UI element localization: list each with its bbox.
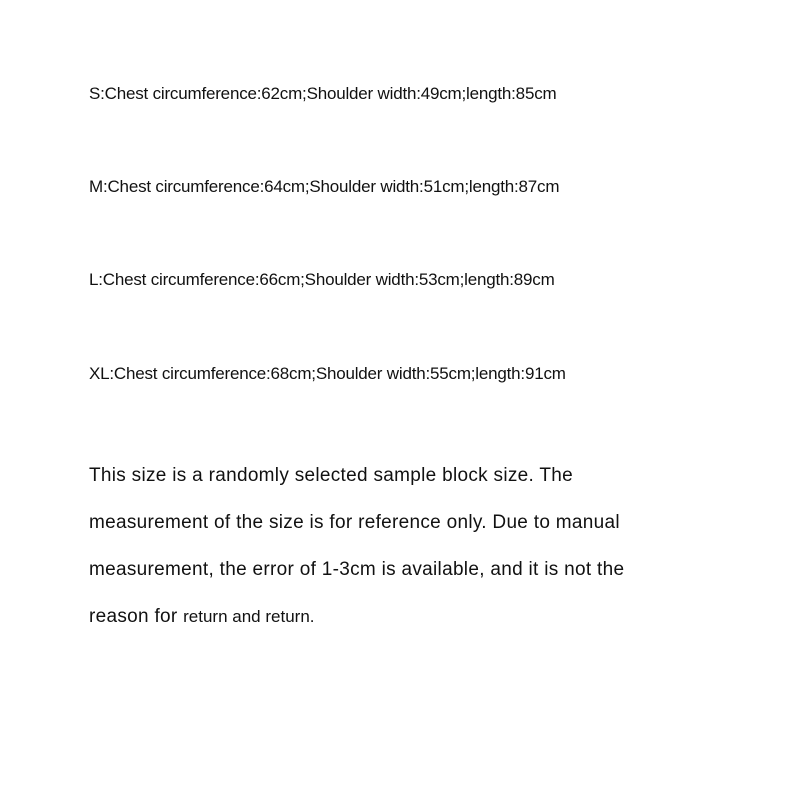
size-xl-line: XL:Chest circumference:68cm;Shoulder width:55cm;length:91cm: [89, 364, 566, 383]
note-line-2: measurement of the size is for reference only. Due to manual: [89, 512, 620, 533]
note-line-4: [89, 593, 729, 640]
size-m-line: M:Chest circumference:64cm;Shoulder width:51cm;length:87cm: [89, 177, 560, 196]
note-line-3: measurement, the error of 1-3cm is available, and it is not the: [89, 559, 625, 580]
measurement-note: [89, 452, 729, 640]
note-line-1: This size is a randomly selected sample block size. The: [89, 465, 573, 486]
note-line-4-start: reason for: [89, 606, 184, 627]
note-line-4-end: return and return.: [183, 607, 315, 626]
size-l-line: L:Chest circumference:66cm;Shoulder width:53cm;length:89cm: [89, 270, 555, 289]
size-s-line: S:Chest circumference:62cm;Shoulder width:49cm;length:85cm: [89, 84, 557, 103]
